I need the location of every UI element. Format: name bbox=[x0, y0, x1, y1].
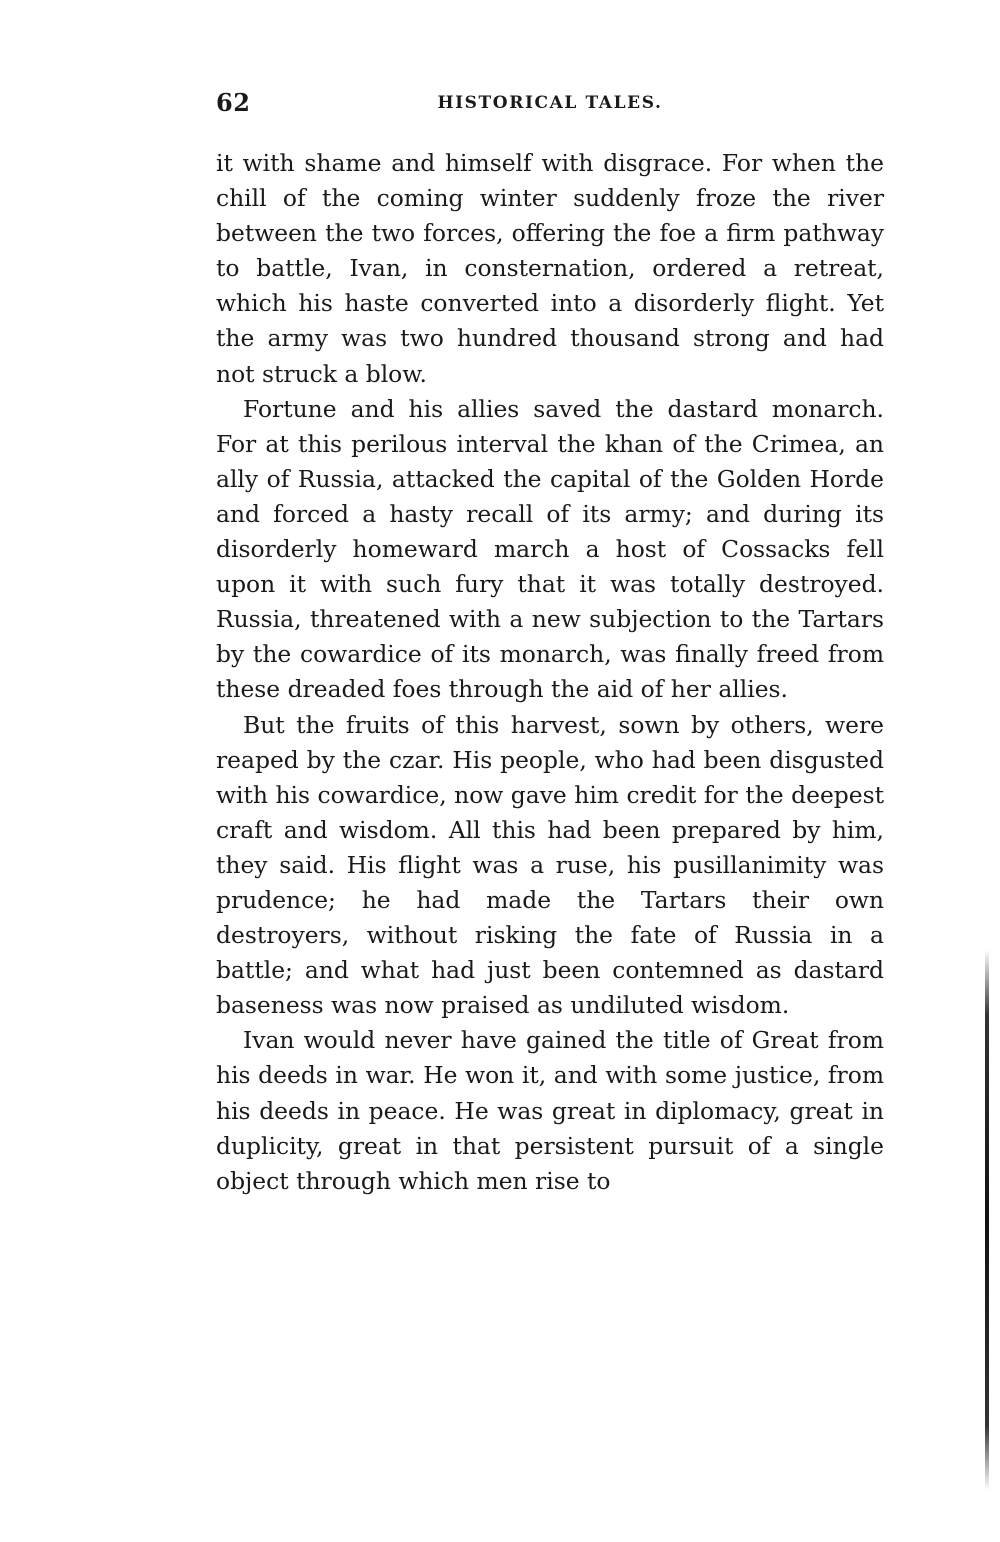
running-title: HISTORICAL TALES. bbox=[437, 93, 663, 113]
page-number: 62 bbox=[216, 88, 251, 117]
paragraph: Ivan would never have gained the title of Great from his deeds in war. He won it, and with some justice, from his deeds in peace. He was great in diplomacy, great in duplicity, great in that persistent pursuit of a single object through which men rise to bbox=[216, 1026, 884, 1195]
body-text bbox=[216, 146, 884, 1199]
paragraph-continued: it with shame and himself with disgrace. For when the chill of the coming winter suddenly froze the river between the two forces, offering the foe a firm pathway to battle, Ivan, in consternation, ordered a retreat, which his haste converted into a disorderly flight. Yet the army was two hundred thousand strong and had not struck a blow. bbox=[216, 149, 884, 388]
page-edge-shadow bbox=[985, 950, 989, 1490]
page-header bbox=[216, 88, 884, 122]
paragraph: Fortune and his allies saved the dastard monarch. For at this perilous interval the khan of the Crimea, an ally of Russia, attacked the capital of the Golden Horde and forced a hasty recall of its army; and during its disorderly homeward march a host of Cossacks fell upon it with such fury that it was totally destroyed. Russia, threatened with a new subjection to the Tartars by the cowardice of its monarch, was finally freed from these dreaded foes through the aid of her allies. bbox=[216, 394, 884, 704]
paragraph: But the fruits of this harvest, sown by others, were reaped by the czar. His people, who had been disgusted with his cowardice, now gave him credit for the deepest craft and wisdom. All this had been prepared by him, they said. His flight was a ruse, his pusillanimity was prudence; he had made the Tartars their own destroyers, without risking the fate of Russia in a battle; and what had just been contemned as dastard baseness was now praised as undiluted wisdom. bbox=[216, 710, 884, 1020]
